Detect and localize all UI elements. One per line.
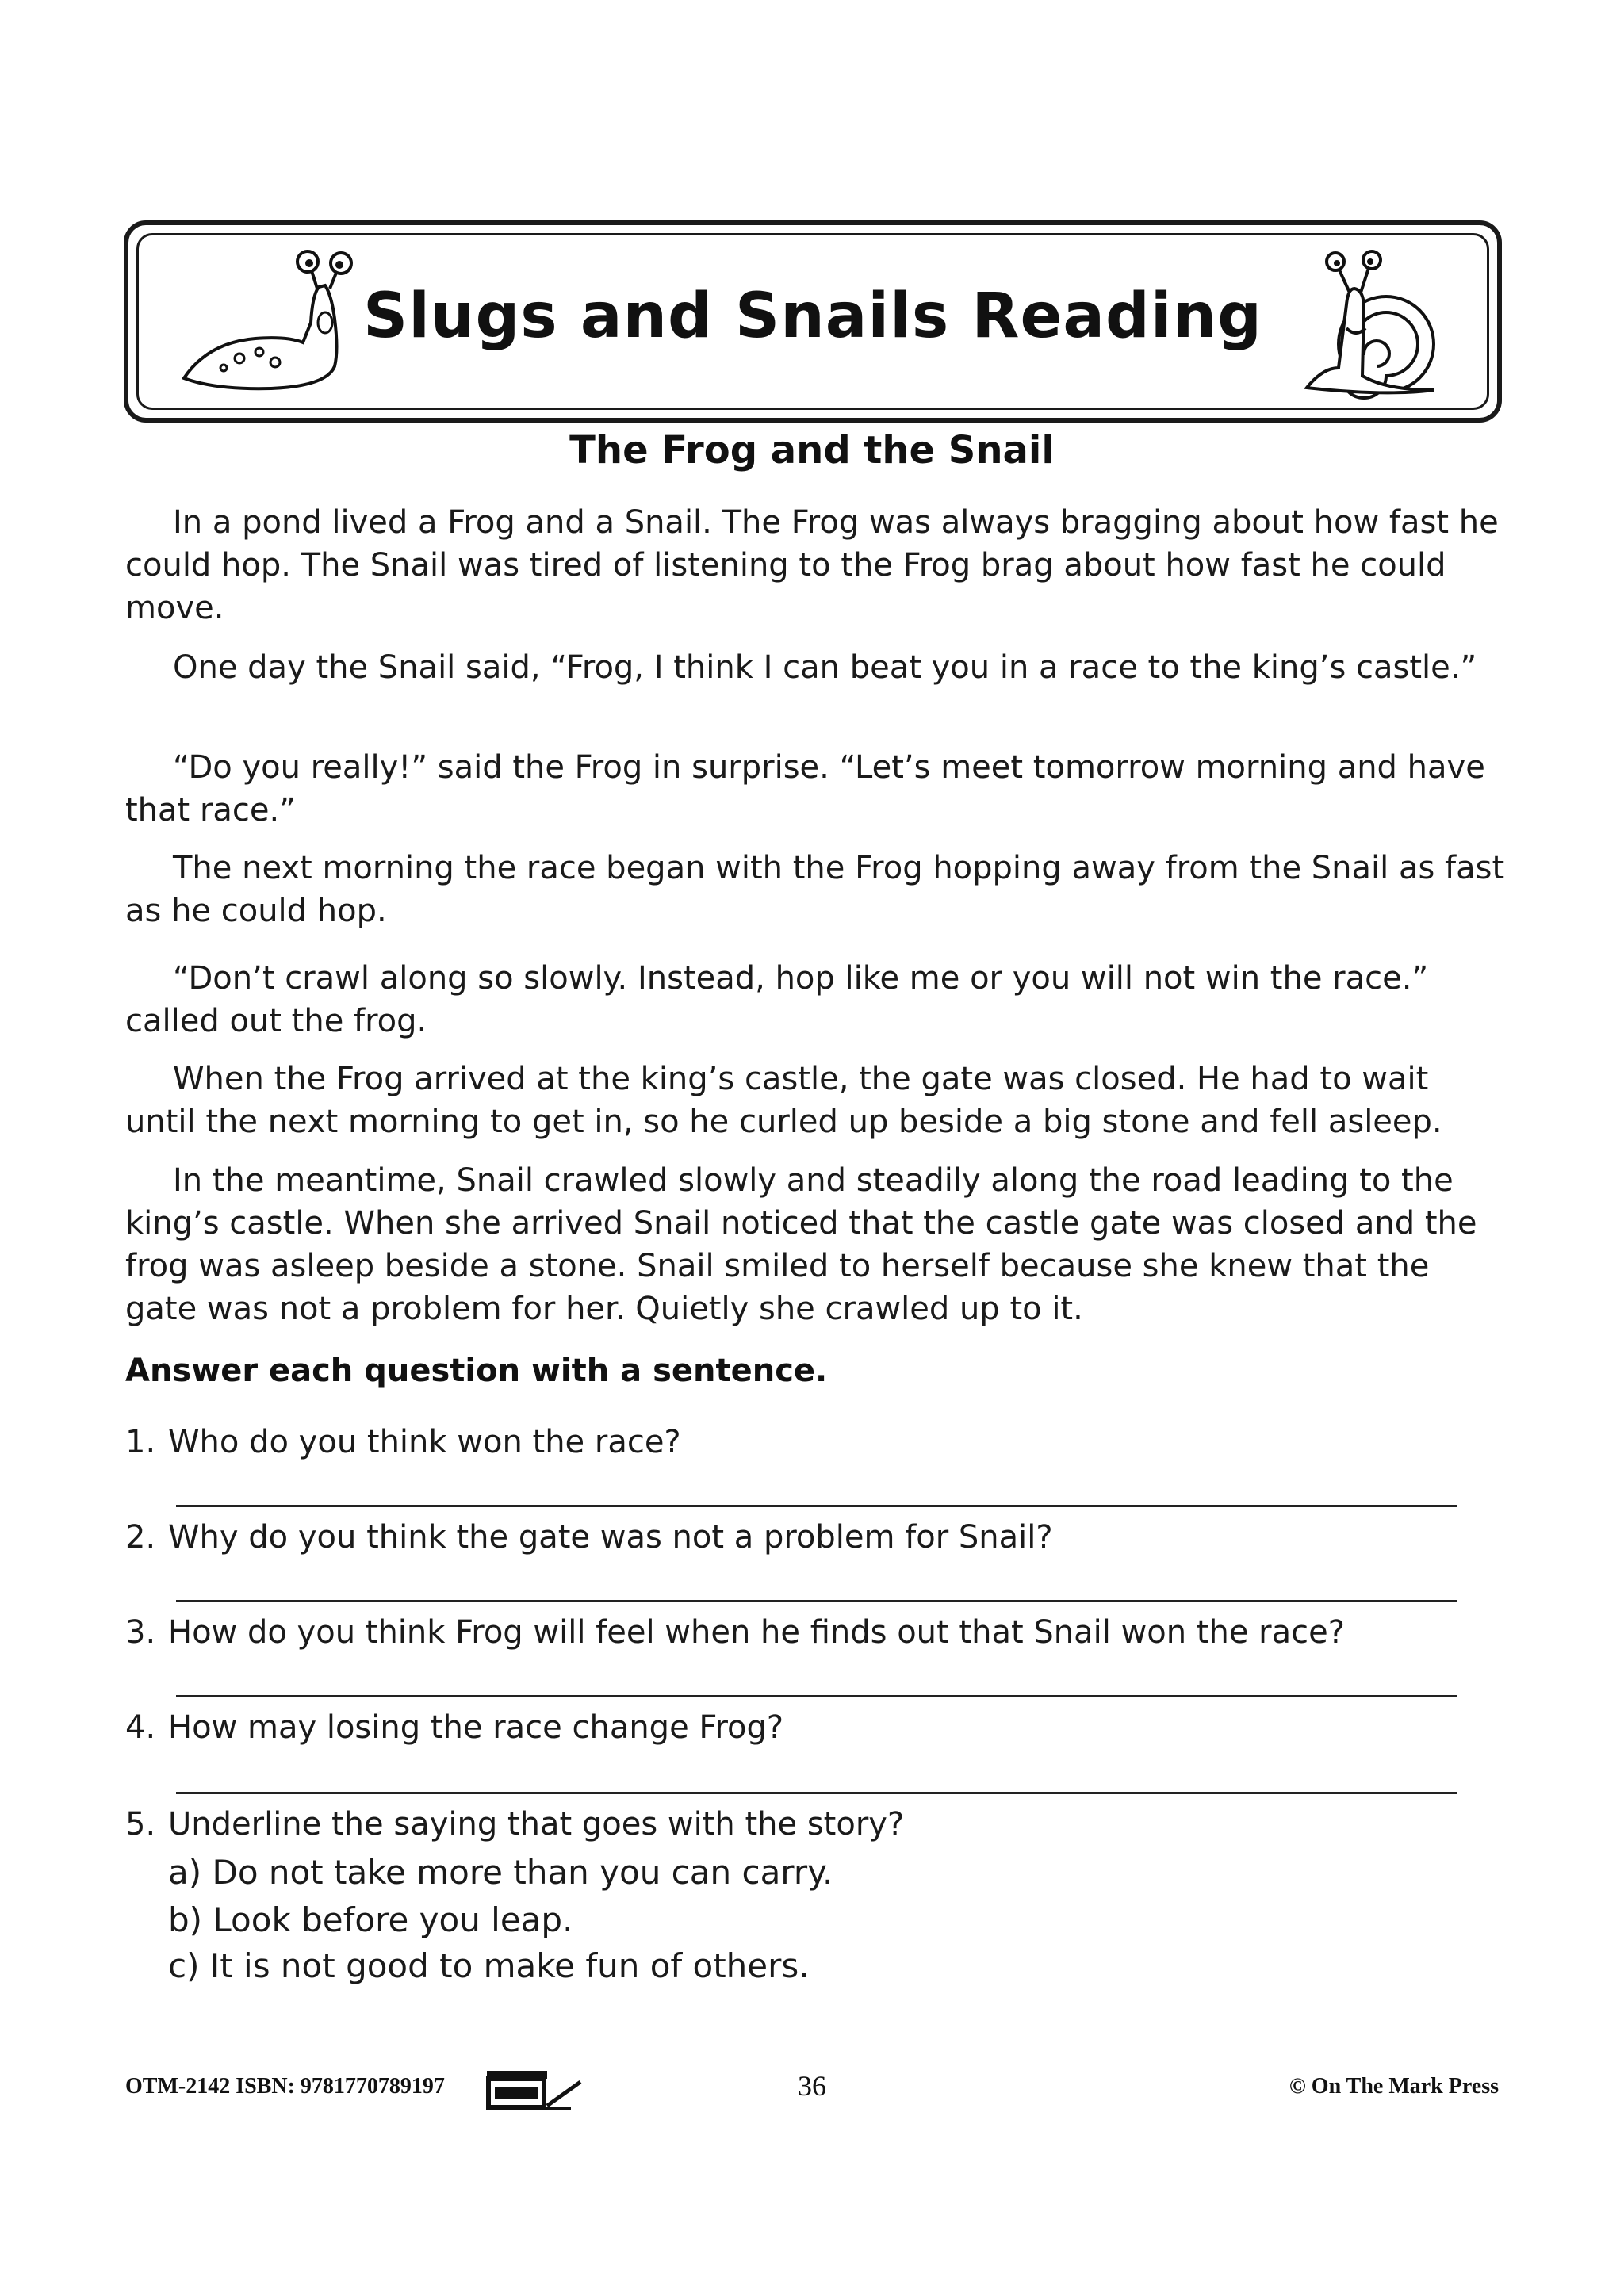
questions-instruction: Answer each question with a sentence. <box>125 1353 828 1389</box>
question-number: 1. <box>125 1424 156 1460</box>
story-paragraph-3: “Do you really!” said the Frog in surprise. “Let’s meet tomorrow morning and have that race.” <box>125 749 1485 828</box>
title-banner <box>124 220 1502 423</box>
question-3 <box>125 1611 1345 1654</box>
option-b[interactable]: b) Look before you leap. <box>168 1900 573 1939</box>
answer-line-2[interactable] <box>176 1600 1457 1602</box>
answer-line-1[interactable] <box>176 1505 1457 1507</box>
question-number: 3. <box>125 1614 156 1651</box>
question-5 <box>125 1803 904 1846</box>
option-c[interactable]: c) It is not good to make fun of others. <box>168 1946 810 1985</box>
question-4 <box>125 1706 783 1749</box>
question-text: How may losing the race change Frog? <box>168 1709 784 1746</box>
story-paragraph-4: The next morning the race began with the Frog hopping away from the Snail as fast as he could hop. <box>125 850 1505 929</box>
story-paragraph-5: “Don’t crawl along so slowly. Instead, hop like me or you will not win the race.” called out the frog. <box>125 960 1429 1039</box>
answer-line-4[interactable] <box>176 1792 1457 1794</box>
page-number: 36 <box>798 2070 826 2102</box>
footer-code: OTM-2142 ISBN: 9781770789197 <box>125 2074 445 2099</box>
snail-illustration <box>1291 249 1450 400</box>
question-number: 4. <box>125 1709 156 1746</box>
question-text: Underline the saying that goes with the story? <box>168 1806 905 1843</box>
question-number: 2. <box>125 1519 156 1556</box>
story-paragraph-6: When the Frog arrived at the king’s castle, the gate was closed. He had to wait until the next morning to get in, so he curled up beside a big stone and fell asleep. <box>125 1061 1442 1140</box>
option-a[interactable]: a) Do not take more than you can carry. <box>168 1853 833 1892</box>
answer-line-3[interactable] <box>176 1695 1457 1697</box>
question-text: Who do you think won the race? <box>168 1424 681 1460</box>
page-title: Slugs and Snails Reading <box>363 281 1262 352</box>
question-2 <box>125 1516 1053 1559</box>
story-paragraph-2: One day the Snail said, “Frog, I think I can beat you in a race to the king’s castle.” <box>173 649 1477 686</box>
question-text: How do you think Frog will feel when he finds out that Snail won the race? <box>168 1614 1345 1651</box>
story-paragraph-7: In the meantime, Snail crawled slowly and steadily along the road leading to the king’s castle. When she arrived Snail noticed that the castle gate was closed and the frog was asleep beside a stone. Snail smiled to herself because she knew that the gate was not a problem for her. Quietly she crawled up to it. <box>125 1162 1477 1327</box>
question-1 <box>125 1421 681 1464</box>
publisher-copyright: © On The Mark Press <box>1289 2074 1499 2099</box>
question-text: Why do you think the gate was not a problem for Snail? <box>168 1519 1053 1556</box>
story-paragraph-1: In a pond lived a Frog and a Snail. The Frog was always bragging about how fast he could hop. The Snail was tired of listening to the Frog brag about how fast he could move. <box>125 504 1499 626</box>
story-title: The Frog and the Snail <box>569 428 1055 473</box>
question-number: 5. <box>125 1806 156 1843</box>
